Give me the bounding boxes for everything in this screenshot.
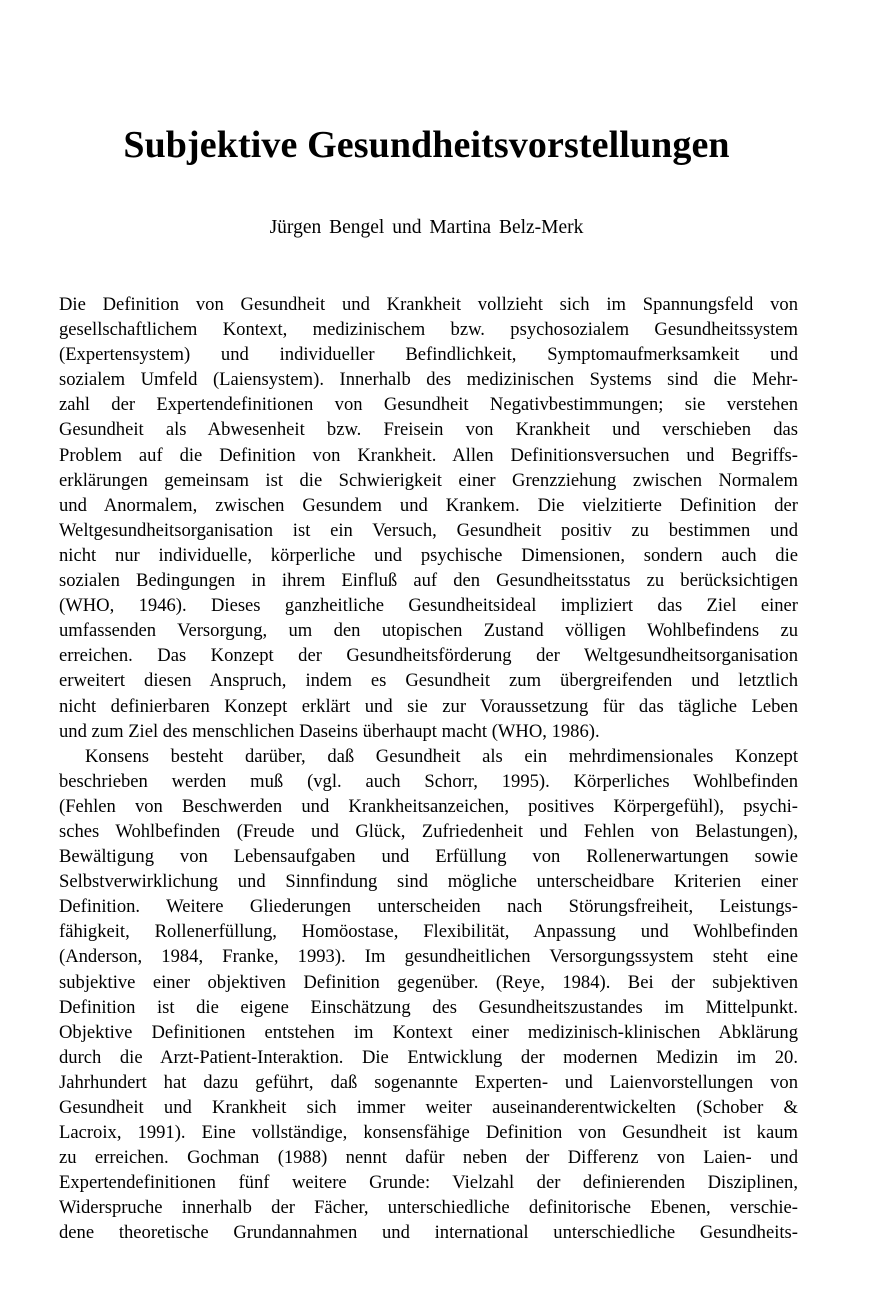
text-line: und zum Ziel des menschlichen Daseins überhaupt macht (WHO, 1986). <box>59 720 600 742</box>
text-line: durch die Arzt-Patient-Interaktion. Die Entwicklung der modernen Medizin im 20. <box>59 1046 798 1068</box>
text-line: (WHO, 1946). Dieses ganzheitliche Gesundheitsideal impliziert das Ziel einer <box>59 595 798 617</box>
text-line: fähigkeit, Rollenerfüllung, Homöostase, Flexibilität, Anpassung und Wohlbefinden <box>59 921 798 943</box>
text-line: beschrieben werden muß (vgl. auch Schorr, 1995). Körperliches Wohlbefinden <box>59 770 798 792</box>
text-line: Problem auf die Definition von Krankheit. Allen Definitionsversuchen und Begriffs- <box>59 444 798 466</box>
text-line: dene theoretische Grundannahmen und international unterschiedliche Gesundheits- <box>59 1222 798 1244</box>
text-line: erklärungen gemeinsam ist die Schwierigkeit einer Grenzziehung zwischen Normalem <box>59 469 798 491</box>
text-line: nicht nur individuelle, körperliche und psychische Dimensionen, sondern auch die <box>59 544 798 566</box>
text-line: Expertendefinitionen fünf weitere Grunde: Vielzahl der definierenden Disziplinen, <box>59 1172 798 1194</box>
text-line: umfassenden Versorgung, um den utopischen Zustand völligen Wohlbefindens zu <box>59 620 798 642</box>
paragraph-1 <box>59 292 798 744</box>
text-line: Jahrhundert hat dazu geführt, daß sogenannte Experten- und Laienvorstellungen von <box>59 1071 798 1093</box>
text-line: und Anormalem, zwischen Gesundem und Krankem. Die vielzitierte Definition der <box>59 494 798 516</box>
text-line: subjektive einer objektiven Definition gegenüber. (Reye, 1984). Bei der subjektiven <box>59 971 798 993</box>
text-line: Definition ist die eigene Einschätzung des Gesundheitszustandes im Mittelpunkt. <box>59 996 798 1018</box>
paper-title: Subjektive Gesundheitsvorstellungen <box>123 124 730 166</box>
text-line: Objektive Definitionen entstehen im Kontext einer medizinisch-klinischen Abklärung <box>59 1021 798 1043</box>
text-line: nicht definierbaren Konzept erklärt und sie zur Voraussetzung für das tägliche Leben <box>59 695 798 717</box>
text-line: zu erreichen. Gochman (1988) nennt dafür neben der Differenz von Laien- und <box>59 1147 798 1169</box>
text-line: Die Definition von Gesundheit und Krankheit vollzieht sich im Spannungsfeld von <box>59 294 798 315</box>
text-line: sozialen Bedingungen in ihrem Einfluß auf den Gesundheitsstatus zu berücksichtigen <box>59 570 798 592</box>
text-line: Weltgesundheitsorganisation ist ein Versuch, Gesundheit positiv zu bestimmen und <box>59 519 798 541</box>
text-line: Definition. Weitere Gliederungen unterscheiden nach Störungsfreiheit, Leistungs- <box>59 896 798 918</box>
paragraph-2 <box>59 744 798 1246</box>
text-line: zahl der Expertendefinitionen von Gesundheit Negativbestimmungen; sie verstehen <box>59 394 798 416</box>
text-line: (Fehlen von Beschwerden und Krankheitsanzeichen, positives Körpergefühl), psychi- <box>59 795 798 817</box>
body-text <box>59 292 798 1246</box>
text-line: gesellschaftlichem Kontext, medizinischem bzw. psychosozialem Gesundheitssystem <box>59 319 798 341</box>
text-line: Gesundheit und Krankheit sich immer weiter auseinanderentwickelten (Schober & <box>59 1097 798 1118</box>
text-line: Selbstverwirklichung und Sinnfindung sind mögliche unterscheidbare Kriterien einer <box>59 871 798 893</box>
text-line: sches Wohlbefinden (Freude und Glück, Zufriedenheit und Fehlen von Belastungen), <box>59 820 798 842</box>
text-line: erreichen. Das Konzept der Gesundheitsförderung der Weltgesundheitsorganisation <box>59 645 798 667</box>
text-line: Konsens besteht darüber, daß Gesundheit als ein mehrdimensionales Konzept <box>85 745 798 767</box>
author-line: Jürgen Bengel und Martina Belz-Merk <box>269 217 584 238</box>
text-line: Bewältigung von Lebensaufgaben und Erfüllung von Rollenerwartungen sowie <box>59 846 798 868</box>
text-line: Lacroix, 1991). Eine vollständige, konsensfähige Definition von Gesundheit ist kaum <box>59 1122 798 1144</box>
text-line: Gesundheit als Abwesenheit bzw. Freisein von Krankheit und verschieben das <box>59 419 798 441</box>
text-line: erweitert diesen Anspruch, indem es Gesundheit zum übergreifenden und letztlich <box>59 670 798 692</box>
text-line: Widerspruche innerhalb der Fächer, unterschiedliche definitorische Ebenen, verschie- <box>59 1197 798 1219</box>
text-line: (Expertensystem) und individueller Befindlichkeit, Symptomaufmerksamkeit und <box>59 344 798 366</box>
text-line: sozialem Umfeld (Laiensystem). Innerhalb des medizinischen Systems sind die Mehr- <box>59 369 798 391</box>
text-line: (Anderson, 1984, Franke, 1993). Im gesundheitlichen Versorgungssystem steht eine <box>59 946 798 968</box>
